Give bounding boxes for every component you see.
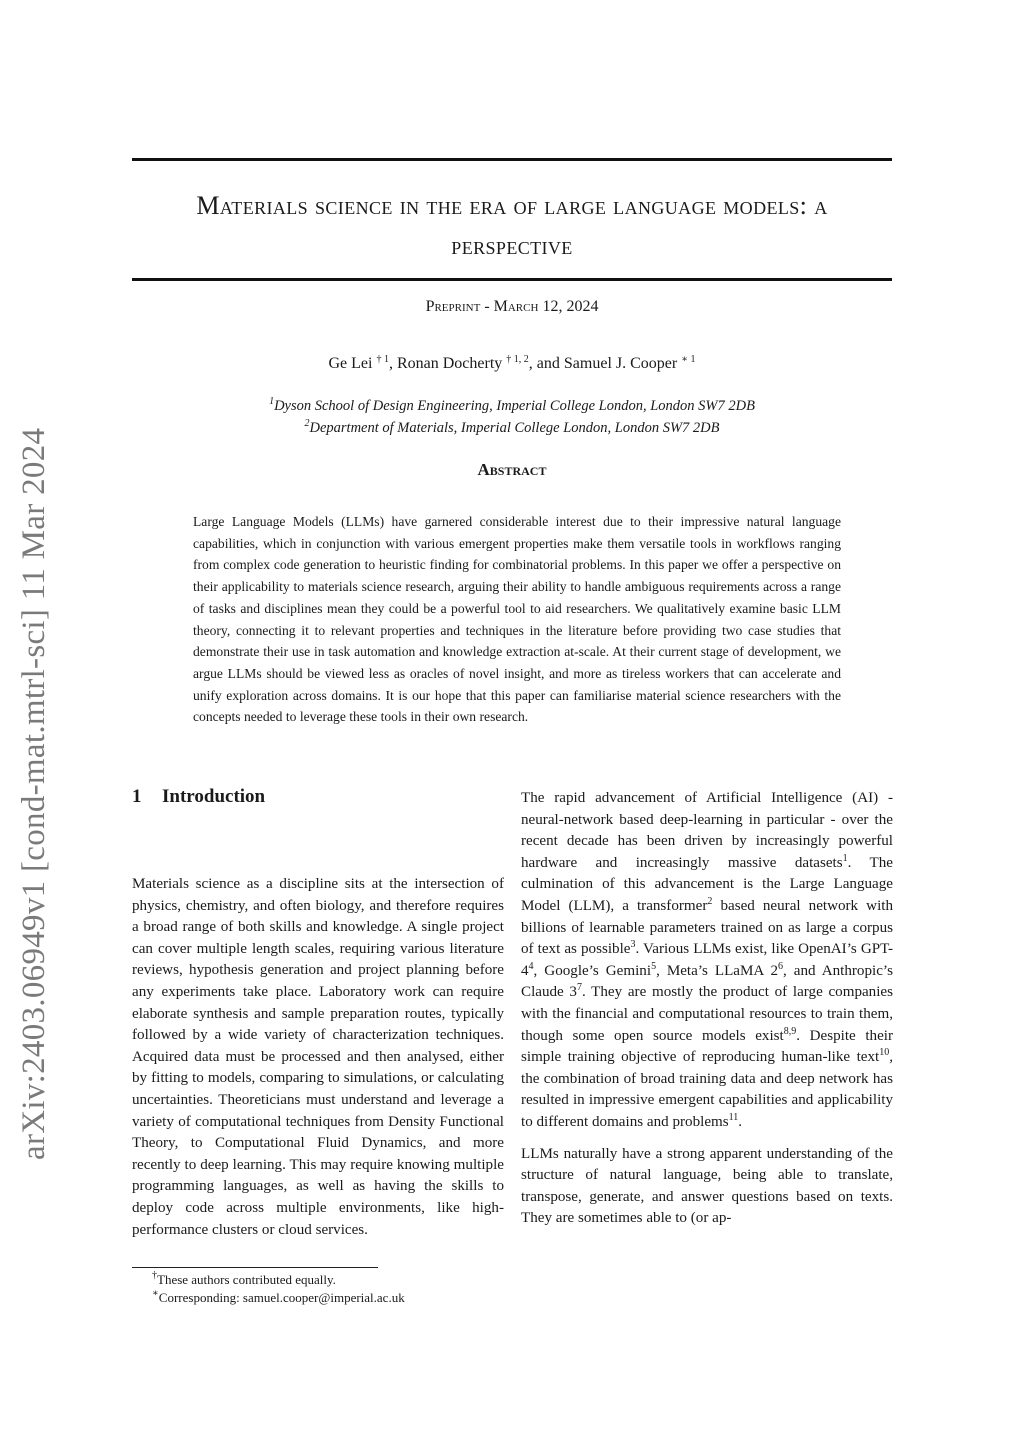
title-rule-top: [132, 158, 892, 161]
text-segment: . Various LLMs exist, like OpenAI’s GPT-4: [521, 941, 893, 979]
preprint-separator: -: [484, 298, 490, 315]
author-name: Samuel J. Cooper: [563, 355, 678, 372]
arxiv-identifier: arXiv:2403.06949v1 [cond-mat.mtrl-sci] 11 Mar 2024: [16, 427, 52, 1160]
section-number: 1: [132, 786, 142, 807]
citation-ref: 3: [630, 939, 636, 951]
preprint-month: March: [493, 298, 539, 315]
affiliation-2: [132, 420, 892, 437]
author-list: [132, 355, 892, 373]
affiliation-number: 1: [269, 396, 275, 407]
text-segment: The rapid advancement of Artificial Intelligence (AI) - neural-network based deep-learning in particular - over the recent decade has been driven by increasingly powerful hardware and increasingly massive datasets: [521, 790, 893, 871]
citation-ref: 11: [728, 1111, 739, 1123]
footnote-text: These authors contributed equally.: [157, 1272, 336, 1287]
affiliation-text: Dyson School of Design Engineering, Imperial College London, London SW7 2DB: [274, 398, 755, 414]
footnote-2: [152, 1289, 405, 1307]
footnote-1: [152, 1271, 405, 1289]
title-line-2: perspective: [451, 231, 573, 260]
author-marks: † 1: [376, 354, 389, 365]
author-marks: ∗ 1: [681, 354, 696, 365]
text-segment: , Google’s Gemini: [533, 962, 652, 979]
paper-title: [132, 186, 892, 266]
affiliation-1: [132, 398, 892, 415]
citation-ref: 1: [842, 852, 848, 864]
citation-ref: 8,9: [783, 1025, 797, 1037]
section-title: Introduction: [162, 786, 266, 807]
right-column: [521, 788, 893, 1240]
author-name: Ge Lei: [328, 355, 373, 372]
text-segment: , the combination of broad training data and deep network has resulted in impressive emergent capabilities and applicability to different domains and problems: [521, 1049, 893, 1130]
affiliation-text: Department of Materials, Imperial College London, London SW7 2DB: [309, 420, 720, 436]
citation-ref: 5: [651, 960, 657, 972]
preprint-line: [132, 298, 892, 316]
text-segment: .: [738, 1113, 743, 1130]
citation-ref: 2: [707, 895, 713, 907]
title-line-1: Materials science in the era of large language models: a: [196, 191, 828, 220]
author-name: Ronan Docherty: [396, 355, 503, 372]
abstract-body: Large Language Models (LLMs) have garnered considerable interest due to their impressive natural language capabilities, which in conjunction with various emergent properties make them versatile tools in workflows ranging from complex code generation to heuristic finding for combinatorial problems. In this paper we offer a perspective on their applicability to materials science research, arguing their ability to handle ambiguous requirements across a range of tasks and disciplines mean they could be a powerful tool to aid researchers. We qualitatively examine basic LLM theory, connecting it to relevant properties and techniques in the literature before providing two case studies that demonstrate their use in task automation and knowledge extraction at-scale. At their current stage of development, we argue LLMs should be viewed less as oracles of novel insight, and more as tireless workers that can accelerate and unify exploration across domains. It is our hope that this paper can familiarise material science researchers with the concepts needed to leverage these tools in their own research.: [193, 514, 841, 725]
citation-ref: 6: [778, 960, 784, 972]
footnote-text: Corresponding: samuel.cooper@imperial.ac.uk: [158, 1290, 405, 1305]
preprint-date: 12, 2024: [542, 298, 599, 315]
text-segment: . Despite their simple training objective of reproducing human-like text: [521, 1027, 893, 1066]
abstract-heading: Abstract: [477, 460, 547, 479]
footnote-rule: [132, 1267, 378, 1268]
text-segment: , and Anthropic’s Claude 3: [521, 962, 893, 1001]
section-heading: [132, 786, 265, 808]
text-segment: , Meta’s LLaMA 2: [656, 962, 779, 979]
intro-paragraph-right-2: LLMs naturally have a strong apparent understanding of the structure of natural language, being able to translate, transpose, generate, and answer questions based on texts. They are sometimes able to (or ap-: [521, 1145, 893, 1227]
author-marks: † 1, 2: [506, 354, 529, 365]
title-rule-bottom: [132, 278, 892, 281]
footnotes: [152, 1271, 405, 1307]
intro-paragraph-right-1: [521, 788, 893, 1134]
text-segment: . The culmination of this advancement is the Large Language Model (LLM), a transformer: [521, 854, 893, 914]
text-segment: based neural network with billions of learnable parameters trained on as large a corpus of text as possible: [521, 897, 893, 958]
citation-ref: 4: [528, 960, 534, 972]
author-separator: ,: [388, 355, 397, 372]
footnote-mark: ∗: [152, 1288, 159, 1299]
author-separator: , and: [528, 355, 564, 372]
preprint-label: Preprint: [425, 298, 481, 315]
citation-ref: 10: [879, 1047, 890, 1059]
citation-ref: 7: [576, 982, 582, 994]
text-segment: . They are mostly the product of large companies with the financial and computational resources to train them, though some open source models exist: [521, 984, 894, 1044]
footnote-mark: †: [152, 1270, 157, 1281]
intro-paragraph-left: Materials science as a discipline sits at the intersection of physics, chemistry, and often biology, and therefore requires a broad range of both skills and knowledge. A single project can cover multiple length scales, requiring various literature reviews, hypothesis generation and project planning before any experiments take place. Laboratory work can require elaborate synthesis and sample preparation routes, typically followed by a wide variety of characterization techniques. Acquired data must be processed and then analysed, either by fitting to models, comparing to simulations, or calculating uncertainties. Theoreticians must understand and leverage a variety of computational techniques from Density Functional Theory, to Computational Fluid Dynamics, and more recently to deep learning. This may require knowing multiple programming languages, as well as having the skills to deploy code across multiple environments, like high-performance clusters or cloud services.: [132, 876, 504, 1238]
affiliation-number: 2: [304, 418, 310, 429]
